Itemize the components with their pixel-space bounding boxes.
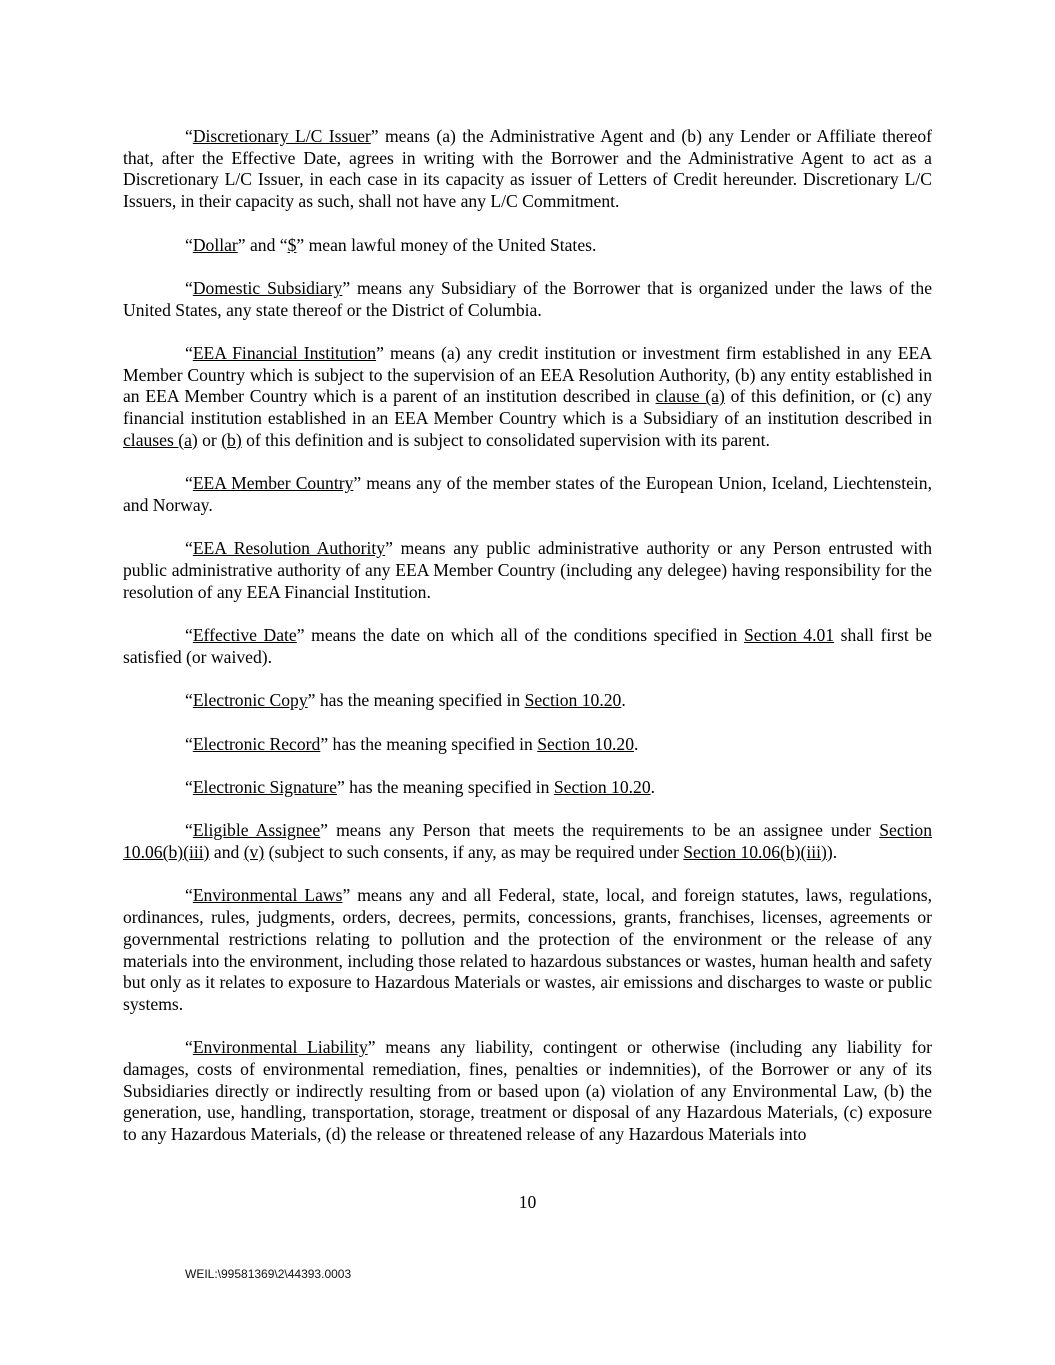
underlined-term: Electronic Signature bbox=[192, 776, 337, 797]
definition-effective-date bbox=[123, 625, 932, 668]
text-run: ” has the meaning specified in bbox=[336, 776, 554, 797]
definition-domestic-subsidiary bbox=[123, 278, 932, 321]
text-run: ” and “ bbox=[237, 234, 288, 255]
underlined-term: Section 4.01 bbox=[743, 625, 835, 646]
text-run: “ bbox=[185, 625, 193, 646]
definition-dollar bbox=[123, 235, 932, 257]
definition-eea-resolution-authority bbox=[123, 538, 932, 603]
text-run: ” mean lawful money of the United States. bbox=[296, 234, 597, 255]
text-run: “ bbox=[185, 126, 193, 146]
definition-environmental-liability bbox=[123, 1037, 932, 1146]
text-run: ” means any Person that meets the requirements to be an assignee under bbox=[320, 820, 880, 841]
text-run: of this definition, or (c) any financial institution established in an EEA Member Country which is a Subsidiary of an institution described in bbox=[123, 386, 933, 429]
text-run: “ bbox=[185, 733, 193, 754]
text-run: ). bbox=[826, 842, 838, 863]
text-run: . bbox=[634, 733, 639, 754]
text-run: ” has the meaning specified in bbox=[307, 690, 525, 711]
text-run: ” means the date on which all of the conditions specified in bbox=[296, 625, 744, 646]
underlined-term: Electronic Copy bbox=[192, 690, 308, 711]
underlined-term: Environmental Liability bbox=[192, 1037, 368, 1058]
text-run: ” means any Subsidiary of the Borrower that is organized under the laws of the United States, any state thereof or the District of Columbia. bbox=[123, 277, 933, 320]
definition-electronic-signature bbox=[123, 777, 932, 799]
text-run: ” means any liability, contingent or otherwise (including any liability for damages, costs of environmental remediation, fines, penalties or indemnities), of the Borrower or any of its Subsidiaries directly or indirectly resulting from or based upon (a) violation of any Environmental Law, (b) the generation, use, handling, transportation, storage, treatment or disposal of any Hazardous Materials, (c) exposure to any Hazardous Materials, (d) the release or threatened release of any Hazardous Materials into bbox=[123, 1037, 933, 1145]
underlined-term: Section 10.20 bbox=[524, 690, 622, 711]
text-run: ” has the meaning specified in bbox=[320, 733, 538, 754]
underlined-term: Environmental Laws bbox=[192, 885, 343, 906]
text-run: “ bbox=[185, 342, 193, 363]
text-run: (subject to such consents, if any, as may be required under bbox=[264, 842, 684, 863]
definition-environmental-laws bbox=[123, 885, 932, 1015]
text-run: “ bbox=[185, 234, 193, 255]
page-number: 10 bbox=[518, 1192, 537, 1212]
document-id-footer: WEIL:\99581369\2\44393.0003 bbox=[185, 1267, 352, 1281]
underlined-term: Section 10.06(b)(iii) bbox=[683, 842, 827, 863]
text-run: ” means (a) the Administrative Agent and (b) any Lender or Affiliate thereof that, after the Effective Date, agrees in writing with the Borrower and the Administrative Agent to act as a Discretionary L/C Issuer, in each case in its capacity as issuer of Letters of Credit hereunder. Discretionary L/C Issuers, in their capacity as such, shall not have any L/C Commitment. bbox=[123, 126, 933, 212]
underlined-term: Dollar bbox=[192, 234, 238, 255]
text-run: . bbox=[621, 690, 626, 711]
definition-eea-financial-institution bbox=[123, 343, 932, 452]
text-run: of this definition and is subject to consolidated supervision with its parent. bbox=[241, 429, 770, 450]
text-run: ” means (a) any credit institution or investment firm established in any EEA Member Country which is subject to the supervision of an EEA Resolution Authority, (b) any entity established in an EEA Member Country which is a parent of an institution described in bbox=[123, 342, 932, 407]
definition-eligible-assignee bbox=[123, 820, 932, 863]
text-run: “ bbox=[185, 1037, 193, 1058]
underlined-term: clauses (a) bbox=[123, 429, 198, 450]
underlined-term: EEA Resolution Authority bbox=[192, 538, 386, 559]
text-run: ” means any public administrative authority or any Person entrusted with public administrative authority of any EEA Member Country (including any delegee) having responsibility for the resolution of any EEA Financial Institution. bbox=[123, 538, 932, 602]
text-run: ” means any and all Federal, state, local, and foreign statutes, laws, regulations, ordinances, rules, judgments, orders, decrees, permits, concessions, grants, franchises, licenses, agreements or governmental restrictions relating to pollution and the protection of the environment or the release of any materials into the environment, including those related to hazardous substances or wastes, human health and safety but only as it relates to exposure to Hazardous Materials or wastes, air emissions and discharges to waste or public systems. bbox=[123, 885, 932, 1014]
text-run: shall first be satisfied (or waived). bbox=[123, 625, 932, 667]
underlined-term: clause (a) bbox=[655, 386, 725, 407]
text-run: . bbox=[650, 776, 656, 797]
text-run: “ bbox=[185, 277, 193, 298]
underlined-term: Eligible Assignee bbox=[192, 820, 321, 841]
definition-eea-member-country bbox=[123, 473, 932, 516]
text-run: “ bbox=[185, 538, 193, 559]
definition-electronic-record bbox=[123, 734, 932, 756]
underlined-term: Effective Date bbox=[192, 625, 297, 646]
underlined-term: (v) bbox=[243, 842, 265, 863]
text-run: or bbox=[197, 429, 222, 450]
text-run: “ bbox=[185, 776, 193, 797]
underlined-term: Section 10.20 bbox=[553, 776, 651, 797]
underlined-term: EEA Member Country bbox=[192, 473, 354, 494]
document-body bbox=[123, 126, 932, 1168]
text-run: “ bbox=[185, 473, 193, 494]
underlined-term: $ bbox=[287, 234, 297, 255]
underlined-term: (b) bbox=[221, 429, 242, 450]
underlined-term: EEA Financial Institution bbox=[192, 342, 377, 363]
underlined-term: Section 10.06(b)(iii) bbox=[123, 820, 932, 863]
underlined-term: Discretionary L/C Issuer bbox=[192, 126, 371, 146]
text-run: “ bbox=[185, 690, 193, 711]
definition-electronic-copy bbox=[123, 690, 932, 712]
text-run: and bbox=[209, 842, 244, 863]
underlined-term: Section 10.20 bbox=[537, 733, 634, 754]
underlined-term: Domestic Subsidiary bbox=[192, 277, 343, 298]
text-run: ” means any of the member states of the European Union, Iceland, Liechtenstein, and Norway. bbox=[123, 473, 932, 515]
underlined-term: Electronic Record bbox=[192, 733, 321, 754]
text-run: “ bbox=[185, 885, 193, 906]
text-run: “ bbox=[185, 820, 193, 841]
definition-discretionary-lc-issuer bbox=[123, 126, 932, 213]
